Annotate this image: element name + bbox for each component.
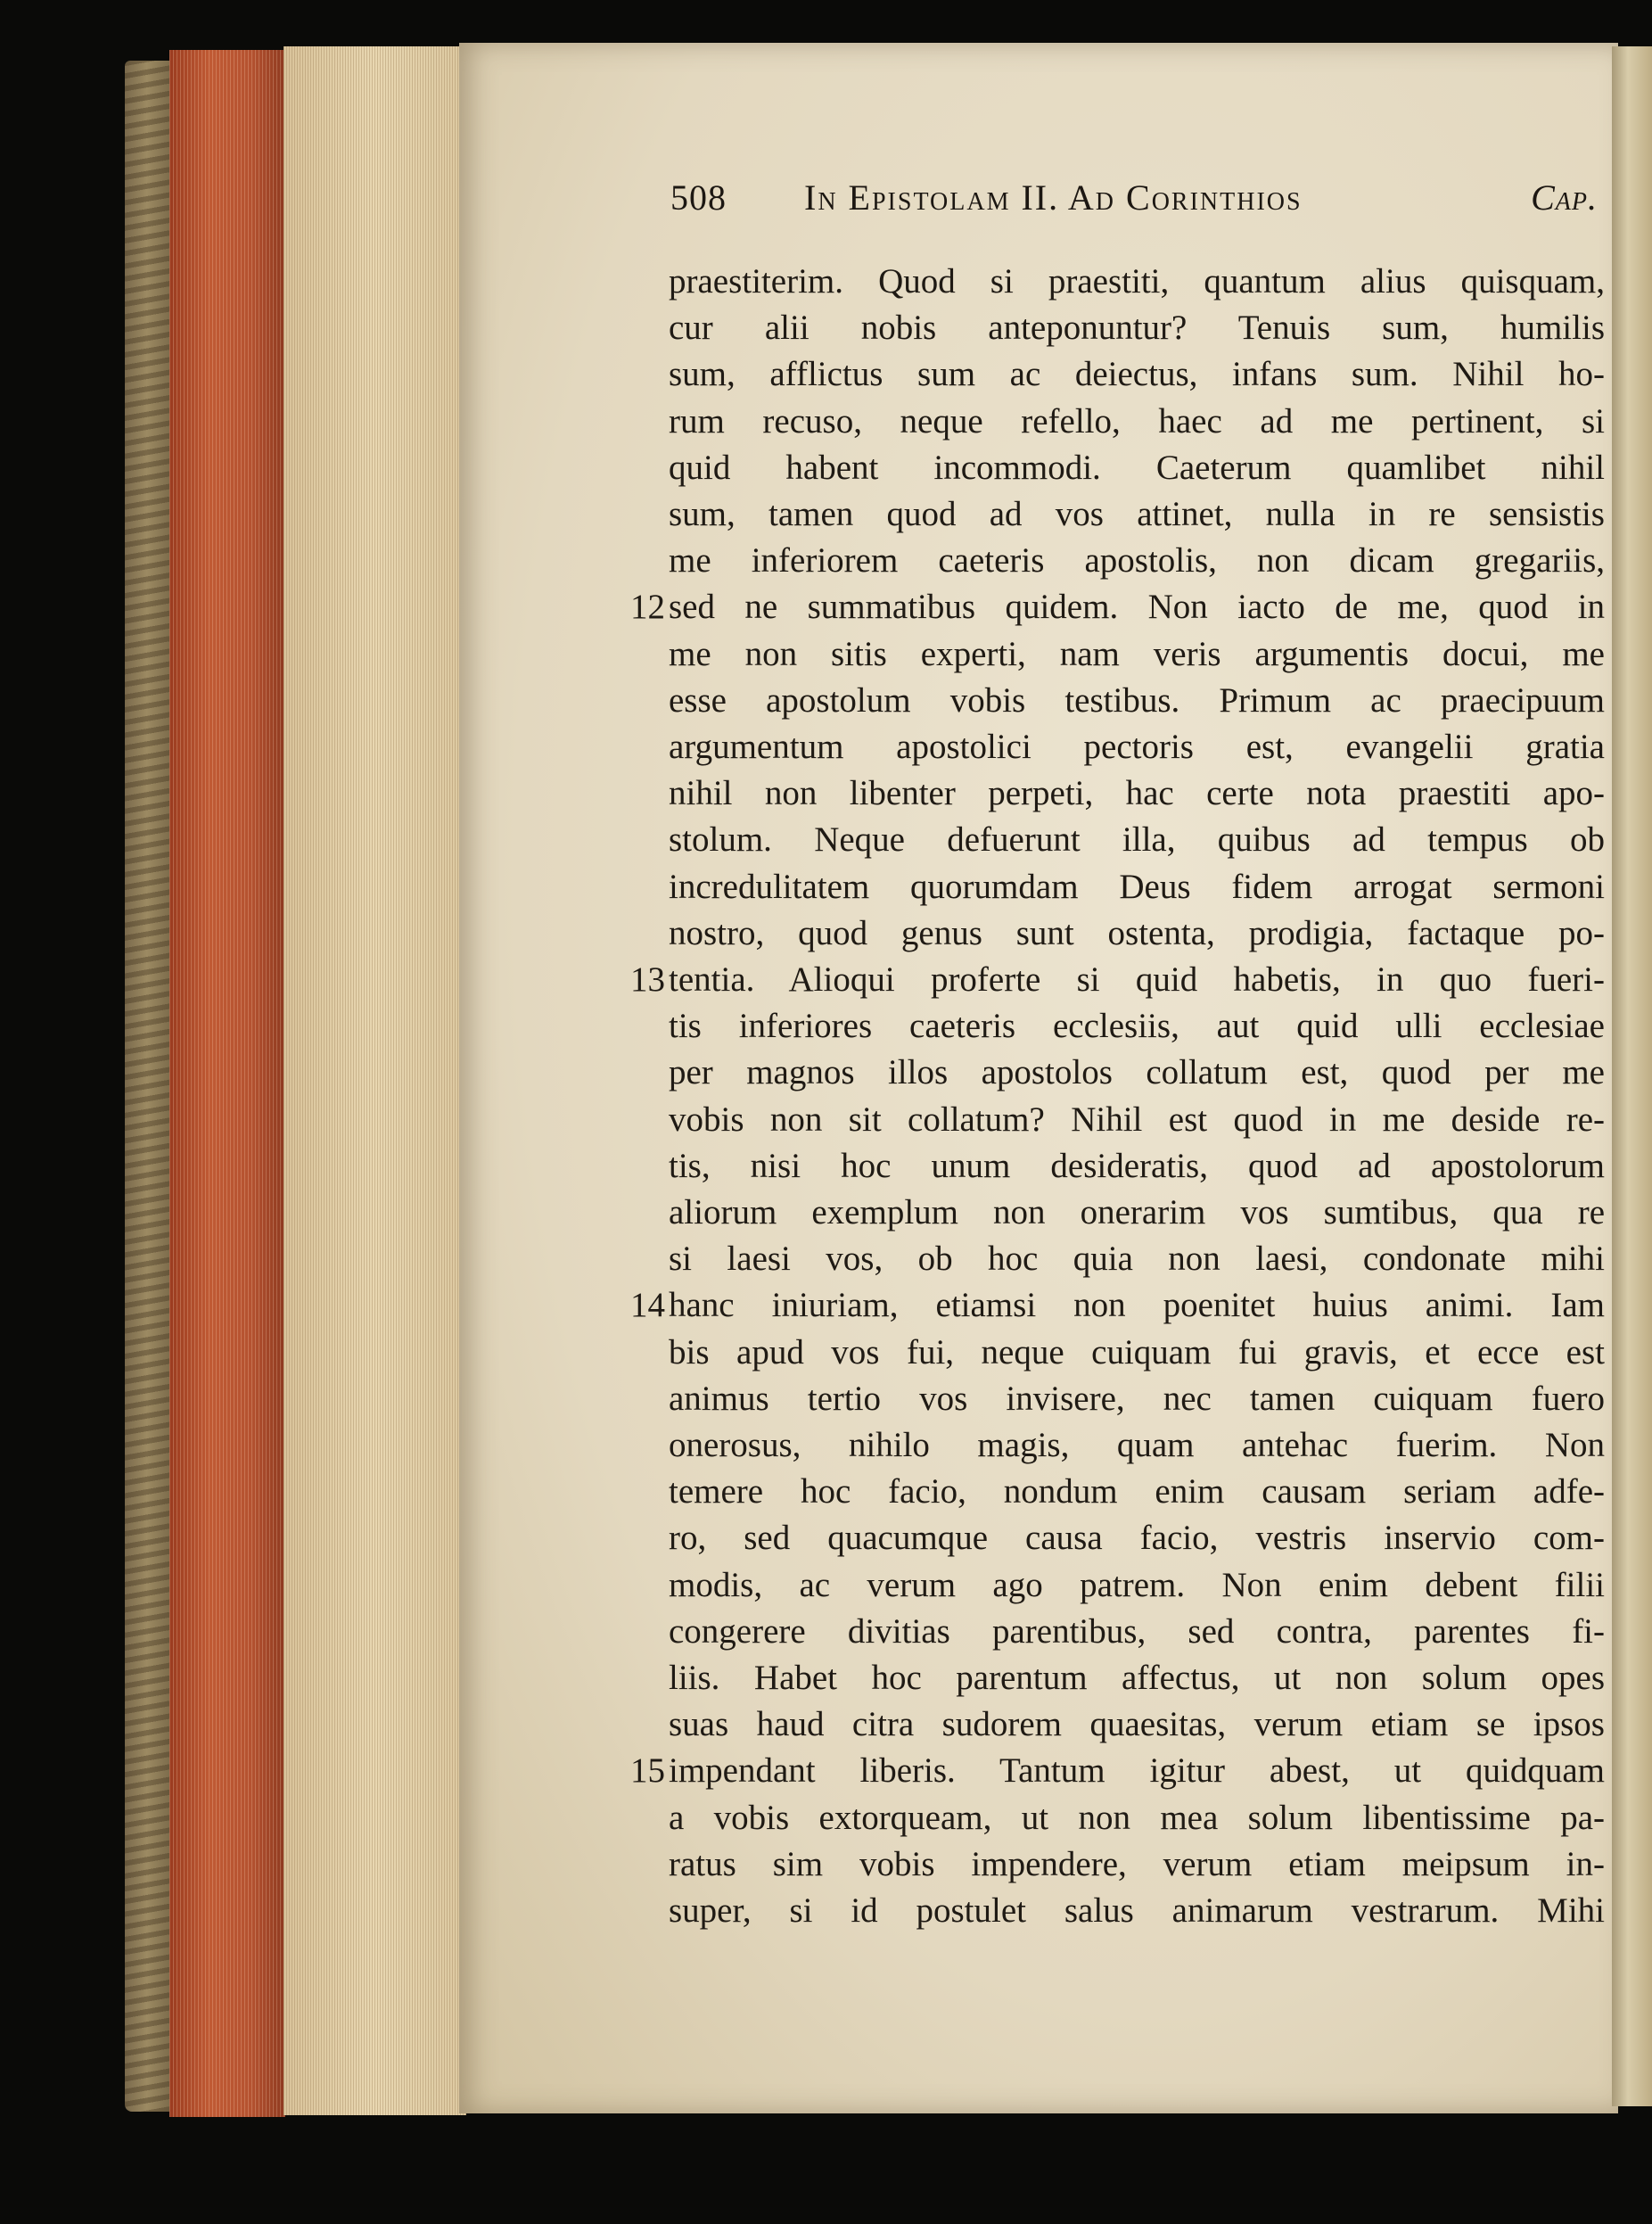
- text-line-content: incredulitatem quorumdam Deus fidem arrogat sermoni: [669, 868, 1605, 906]
- verse-number: [615, 1143, 665, 1190]
- text-line: [669, 910, 1605, 957]
- text-line: [669, 1515, 1605, 1561]
- text-line: [669, 864, 1605, 910]
- text-line: [669, 678, 1605, 724]
- text-line-content: ro, sed quacumque causa facio, vestris inservio com-: [669, 1519, 1605, 1557]
- text-line: [669, 1888, 1605, 1934]
- text-line: [669, 305, 1605, 351]
- text-line-content: impendant liberis. Tantum igitur abest, ut quidquam: [669, 1751, 1605, 1790]
- text-line-content: animus tertio vos invisere, nec tamen cuiquam fuero: [669, 1380, 1605, 1418]
- text-line-content: tis inferiores caeteris ecclesiis, aut quid ulli ecclesiae: [669, 1007, 1605, 1045]
- text-line-content: bis apud vos fui, neque cuiquam fui gravis, et ecce est: [669, 1333, 1605, 1371]
- verse-number: [615, 351, 665, 398]
- verse-number: [615, 1236, 665, 1282]
- text-line: [669, 1003, 1605, 1050]
- verse-number: [615, 678, 665, 724]
- verse-number: [615, 491, 665, 538]
- verse-number: 13: [630, 960, 665, 999]
- verse-number: [615, 1330, 665, 1376]
- text-line-content: sum, tamen quod ad vos attinet, nulla in re sensistis: [669, 495, 1605, 533]
- text-line-content: quid habent incommodi. Caeterum quamlibet nihil: [669, 449, 1605, 487]
- running-title: In Epistolam II. Ad Corinthios: [804, 177, 1303, 218]
- text-line-content: praestiterim. Quod si praestiti, quantum alius quisquam,: [669, 262, 1605, 301]
- text-line: [669, 538, 1605, 584]
- text-line: [669, 1748, 1605, 1794]
- text-line-content: argumentum apostolici pectoris est, evangelii gratia: [669, 728, 1605, 766]
- verse-number: [615, 259, 665, 305]
- verse-number: [615, 770, 665, 817]
- text-line-content: super, si id postulet salus animarum vestrarum. Mihi: [669, 1891, 1605, 1930]
- text-line-content: sum, afflictus sum ac deiectus, infans sum. Nihil ho-: [669, 355, 1605, 393]
- text-line-content: nihil non libenter perpeti, hac certe nota praestiti apo-: [669, 774, 1605, 812]
- running-header: [670, 177, 1598, 230]
- text-line-content: congerere divitias parentibus, sed contra, parentes fi-: [669, 1612, 1605, 1651]
- text-line: [669, 1562, 1605, 1609]
- text-line: [669, 724, 1605, 770]
- verse-number: [615, 1795, 665, 1841]
- text-line: [669, 1097, 1605, 1143]
- verse-number: [615, 538, 665, 584]
- text-line: [669, 1701, 1605, 1748]
- text-line: [669, 770, 1605, 817]
- verse-number: [615, 817, 665, 863]
- text-line: [669, 1422, 1605, 1469]
- text-line: [669, 491, 1605, 538]
- text-line: [669, 1143, 1605, 1190]
- text-line: [669, 584, 1605, 630]
- text-line: [669, 957, 1605, 1003]
- verse-number: [615, 399, 665, 445]
- text-line-content: modis, ac verum ago patrem. Non enim debent filii: [669, 1566, 1605, 1604]
- text-line-content: me inferiorem caeteris apostolis, non dicam gregariis,: [669, 541, 1605, 580]
- text-line-content: nostro, quod genus sunt ostenta, prodigia, factaque po-: [669, 914, 1605, 952]
- verse-number: 15: [630, 1751, 665, 1790]
- text-line: [669, 817, 1605, 863]
- facing-page-edge: [1612, 46, 1652, 2106]
- page-number: 508: [670, 177, 727, 218]
- text-line-content: tis, nisi hoc unum desideratis, quod ad apostolorum: [669, 1147, 1605, 1185]
- red-page-edges: [169, 50, 285, 2117]
- verse-number: 14: [630, 1286, 665, 1324]
- verse-number: [615, 1050, 665, 1096]
- verse-number: [615, 910, 665, 957]
- text-line: [669, 1609, 1605, 1655]
- verse-number: [615, 305, 665, 351]
- verse-number: [615, 864, 665, 910]
- text-line-content: sed ne summatibus quidem. Non iacto de me, quod in: [669, 588, 1605, 626]
- text-line-content: esse apostolum vobis testibus. Primum ac praecipuum: [669, 681, 1605, 720]
- text-line-content: stolum. Neque defuerunt illa, quibus ad tempus ob: [669, 820, 1605, 859]
- text-line: [669, 1330, 1605, 1376]
- verse-number: [615, 1655, 665, 1701]
- chapter-label: Cap.: [1531, 177, 1598, 218]
- verse-number: [615, 1003, 665, 1050]
- text-line: [669, 445, 1605, 491]
- verse-number: [615, 445, 665, 491]
- text-line: [669, 1655, 1605, 1701]
- text-line-content: hanc iniuriam, etiamsi non poenitet huius animi. Iam: [669, 1286, 1605, 1324]
- text-line: [669, 1050, 1605, 1096]
- verse-number: [615, 1190, 665, 1236]
- text-line: [669, 1376, 1605, 1422]
- text-line-content: rum recuso, neque refello, haec ad me pertinent, si: [669, 402, 1605, 441]
- verse-number: 12: [630, 588, 665, 626]
- verse-number: [615, 724, 665, 770]
- text-line: [669, 1282, 1605, 1329]
- text-line: [669, 1841, 1605, 1888]
- text-line-content: ratus sim vobis impendere, verum etiam meipsum in-: [669, 1845, 1605, 1883]
- verse-number: [615, 1609, 665, 1655]
- text-line: [669, 259, 1605, 305]
- text-line-content: vobis non sit collatum? Nihil est quod in me deside re-: [669, 1100, 1605, 1139]
- text-line-content: aliorum exemplum non onerarim vos sumtibus, qua re: [669, 1193, 1605, 1231]
- text-line-content: me non sitis experti, nam veris argumentis docui, me: [669, 635, 1605, 673]
- text-line-content: tentia. Alioqui proferte si quid habetis, in quo fueri-: [669, 960, 1605, 999]
- text-line-content: si laesi vos, ob hoc quia non laesi, condonate mihi: [669, 1240, 1605, 1278]
- text-line: [669, 399, 1605, 445]
- verse-number: [615, 1841, 665, 1888]
- text-line-content: temere hoc facio, nondum enim causam seriam adfe-: [669, 1472, 1605, 1511]
- verse-number: [615, 1097, 665, 1143]
- text-line: [669, 1236, 1605, 1282]
- text-line: [669, 1469, 1605, 1515]
- text-line-content: a vobis extorqueam, ut non mea solum libentissime pa-: [669, 1799, 1605, 1837]
- verse-number: [615, 631, 665, 678]
- text-line: [669, 1795, 1605, 1841]
- page-stack: [284, 46, 466, 2115]
- text-line-content: cur alii nobis anteponuntur? Tenuis sum, humilis: [669, 309, 1605, 347]
- text-line-content: onerosus, nihilo magis, quam antehac fuerim. Non: [669, 1426, 1605, 1464]
- verse-number: [615, 1701, 665, 1748]
- verse-number: [615, 1515, 665, 1561]
- verse-number: [615, 1469, 665, 1515]
- text-line-content: liis. Habet hoc parentum affectus, ut non solum opes: [669, 1659, 1605, 1697]
- text-line-content: per magnos illos apostolos collatum est, quod per me: [669, 1053, 1605, 1091]
- verse-number: [615, 1888, 665, 1934]
- verse-number: [615, 1562, 665, 1609]
- text-line: [669, 1190, 1605, 1236]
- text-line-content: suas haud citra sudorem quaesitas, verum etiam se ipsos: [669, 1705, 1605, 1743]
- text-line: [669, 351, 1605, 398]
- verse-number: [615, 1422, 665, 1469]
- verse-number: [615, 1376, 665, 1422]
- text-line: [669, 631, 1605, 678]
